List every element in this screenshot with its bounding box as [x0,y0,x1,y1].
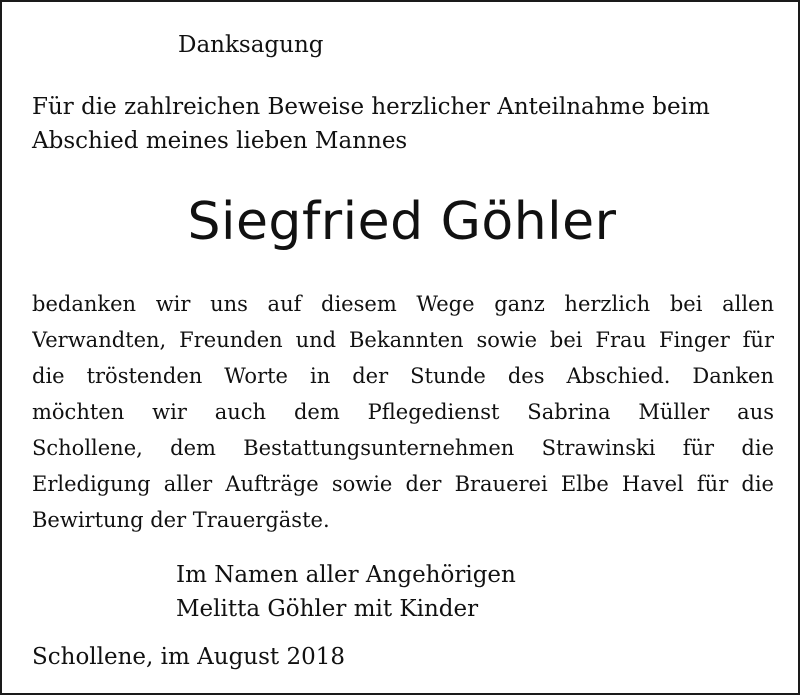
paragraph-line: bedanken wir uns auf diesem Wege ganz herzlich bei allen [32,292,774,316]
thanks-paragraph [32,286,774,538]
paragraph-line: Verwandten, Freunden und Bekannten sowie bei Frau Finger für [32,328,774,352]
paragraph-line: Erledigung aller Aufträge sowie der Brauerei Elbe Havel für die [32,472,774,496]
notice-heading: Danksagung [178,32,324,58]
signature-line: Im Namen aller Angehörigen [176,562,516,588]
place-date: Schollene, im August 2018 [32,644,345,670]
intro-line: Abschied meines lieben Mannes [32,128,408,154]
intro-text [32,90,732,158]
intro-line: Für die zahlreichen Beweise herzlicher Anteilnahme beim [32,94,710,120]
deceased-name: Siegfried Göhler [187,192,617,252]
signature-line: Melitta Göhler mit Kinder [176,596,479,622]
paragraph-line: möchten wir auch dem Pflegedienst Sabrina Müller aus [32,400,774,424]
signature-block [176,558,516,626]
paragraph-line: Schollene, dem Bestattungsunternehmen Strawinski für die [32,436,774,460]
paragraph-line: die tröstenden Worte in der Stunde des Abschied. Danken [32,364,774,388]
paragraph-line: Bewirtung der Trauergäste. [32,508,330,532]
